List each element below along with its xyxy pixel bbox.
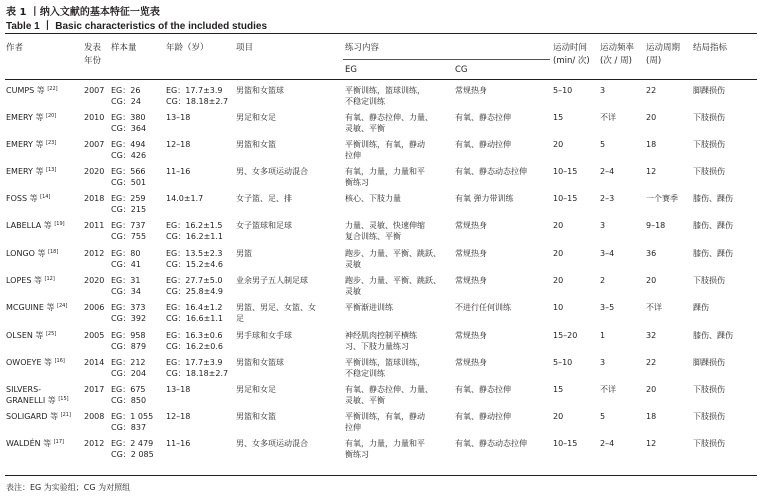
eg-line: 核心、下肢力量 bbox=[345, 194, 401, 203]
header-sport: 项目 bbox=[236, 43, 254, 53]
header-author: 作者 bbox=[6, 43, 24, 53]
header-outcome: 结局指标 bbox=[693, 43, 728, 53]
eg-line: 有氧，力量，力量和平 bbox=[345, 439, 425, 448]
header-freq-line1: 运动频率 bbox=[600, 43, 635, 53]
author-line: MCGUINE 等 [24] bbox=[6, 303, 68, 312]
outcome-cell: 膝伤、踝伤 bbox=[693, 221, 733, 230]
age-line: CG：15.2±4.6 bbox=[166, 260, 224, 269]
freq-cell: 3 bbox=[600, 221, 606, 230]
outcome-cell: 脚踝损伤 bbox=[693, 358, 725, 367]
reference-number: [20] bbox=[46, 113, 57, 119]
freq-cell: 不详 bbox=[600, 385, 616, 394]
eg-line: 习、下肢力量练习 bbox=[345, 342, 409, 351]
cg-line: 常规热身 bbox=[455, 276, 487, 285]
time-cell: 20 bbox=[553, 249, 564, 258]
top-rule bbox=[5, 33, 757, 34]
freq-cell: 3–5 bbox=[600, 303, 615, 312]
sport-line: 男足和女足 bbox=[236, 113, 276, 122]
sport-line: 男篮 bbox=[236, 249, 252, 258]
eg-line: 跑步、力量、平衡、跳跃、 bbox=[345, 276, 441, 285]
reference-number: [22] bbox=[47, 86, 58, 92]
sample-line: CG：215 bbox=[111, 205, 147, 214]
outcome-cell: 下肢损伤 bbox=[693, 167, 725, 176]
outcome-cell: 膝伤、踝伤 bbox=[693, 331, 733, 340]
outcome-cell: 膝伤、踝伤 bbox=[693, 194, 733, 203]
reference-number: [25] bbox=[45, 331, 57, 337]
sample-line: CG：837 bbox=[111, 423, 147, 432]
header-content: 练习内容 bbox=[345, 43, 380, 53]
year-cell: 2017 bbox=[84, 385, 105, 394]
time-cell: 15 bbox=[553, 385, 564, 394]
eg-line: 灵敏 bbox=[345, 287, 361, 296]
cg-line: 不进行任何训练 bbox=[455, 303, 511, 312]
header-year-line2: 年份 bbox=[84, 56, 102, 66]
age-line: EG：27.7±5.0 bbox=[166, 276, 223, 285]
cg-line: 有氧、静态拉伸 bbox=[455, 385, 511, 394]
age-line: 11–16 bbox=[166, 439, 191, 448]
eg-line: 拉伸 bbox=[345, 151, 361, 160]
author-line: EMERY 等 [20] bbox=[6, 113, 57, 122]
table-title-en: Table 1 丨 Basic characteristics of the included studies bbox=[6, 21, 268, 32]
eg-line: 有氧、静态拉伸、力量、 bbox=[345, 113, 433, 122]
period-cell: 36 bbox=[646, 249, 657, 258]
year-cell: 2012 bbox=[84, 439, 105, 448]
outcome-cell: 下肢损伤 bbox=[693, 439, 725, 448]
year-cell: 2006 bbox=[84, 303, 105, 312]
header-freq-line2: (次 / 周) bbox=[600, 56, 632, 66]
outcome-cell: 踝伤 bbox=[693, 303, 709, 312]
author-line: OWOEYE 等 [16] bbox=[6, 358, 65, 367]
period-cell: 20 bbox=[646, 385, 657, 394]
eg-line: 灵敏、平衡 bbox=[345, 396, 385, 405]
sport-line: 足 bbox=[236, 314, 244, 323]
sport-line: 男、女多项运动混合 bbox=[236, 167, 308, 176]
age-line: CG：25.8±4.9 bbox=[166, 287, 224, 296]
sample-line: CG：426 bbox=[111, 151, 147, 160]
outcome-cell: 下肢损伤 bbox=[693, 276, 725, 285]
author-line: WALDÉN 等 [17] bbox=[6, 439, 64, 448]
eg-line: 平衡渐进训练 bbox=[345, 303, 393, 312]
header-period-line2: (周) bbox=[646, 56, 662, 66]
age-line: CG：16.2±1.1 bbox=[166, 232, 224, 241]
period-cell: 12 bbox=[646, 439, 657, 448]
freq-cell: 3–4 bbox=[600, 249, 615, 258]
sport-line: 男篮和女篮 bbox=[236, 140, 276, 149]
sport-line: 男篮和女篮球 bbox=[236, 86, 284, 95]
year-cell: 2020 bbox=[84, 167, 105, 176]
age-line: 14.0±1.7 bbox=[166, 194, 204, 203]
header-eg: EG bbox=[345, 65, 357, 75]
cg-line: 常规热身 bbox=[455, 86, 487, 95]
sample-line: CG：755 bbox=[111, 232, 147, 241]
sample-line: CG：34 bbox=[111, 287, 141, 296]
sample-line: EG：380 bbox=[111, 113, 146, 122]
eg-line: 平衡训练，有氧，静动 bbox=[345, 140, 425, 149]
age-line: EG：13.5±2.3 bbox=[166, 249, 223, 258]
sample-line: EG：2 479 bbox=[111, 439, 154, 448]
sample-line: EG：212 bbox=[111, 358, 146, 367]
eg-line: 灵敏 bbox=[345, 260, 361, 269]
reference-number: [13] bbox=[46, 167, 57, 173]
sport-line: 男篮和女篮球 bbox=[236, 358, 284, 367]
reference-number: [18] bbox=[48, 249, 59, 255]
period-cell: 22 bbox=[646, 86, 657, 95]
header-age: 年龄（岁） bbox=[166, 43, 209, 53]
period-cell: 9–18 bbox=[646, 221, 666, 230]
header-time-line1: 运动时间 bbox=[553, 43, 588, 53]
time-cell: 15 bbox=[553, 113, 564, 122]
sport-line: 男篮、男足、女篮、女 bbox=[236, 303, 316, 312]
time-cell: 20 bbox=[553, 276, 564, 285]
freq-cell: 2–4 bbox=[600, 439, 615, 448]
eg-line: 有氧，力量，力量和平 bbox=[345, 167, 425, 176]
sample-line: CG：879 bbox=[111, 342, 147, 351]
freq-cell: 5 bbox=[600, 412, 606, 421]
eg-line: 复合训练、平衡 bbox=[345, 232, 401, 241]
reference-number: [15] bbox=[58, 396, 69, 402]
header-cg: CG bbox=[455, 65, 468, 75]
header-year-line1: 发表 bbox=[84, 43, 102, 53]
sample-line: CG：392 bbox=[111, 314, 147, 323]
sample-line: EG：31 bbox=[111, 276, 141, 285]
cg-line: 有氧、静动拉伸 bbox=[455, 412, 511, 421]
header-period-line1: 运动周期 bbox=[646, 43, 681, 53]
age-line: 13–18 bbox=[166, 385, 191, 394]
cg-line: 有氧、静态动态拉伸 bbox=[455, 439, 527, 448]
sample-line: EG：1 055 bbox=[111, 412, 154, 421]
age-line: CG：16.2±0.6 bbox=[166, 342, 224, 351]
eg-line: 有氧、静态拉伸、力量、 bbox=[345, 385, 433, 394]
author-line: SOLIGARD 等 [21] bbox=[6, 412, 71, 421]
eg-line: 力量、灵敏、快速伸缩 bbox=[345, 221, 425, 230]
sample-line: CG：850 bbox=[111, 396, 147, 405]
age-line: 11–16 bbox=[166, 167, 191, 176]
sample-line: EG：373 bbox=[111, 303, 146, 312]
eg-line: 平衡训练，篮球训练， bbox=[345, 358, 425, 367]
period-cell: 不详 bbox=[646, 303, 662, 312]
sample-line: CG：24 bbox=[111, 97, 141, 106]
period-cell: 20 bbox=[646, 113, 657, 122]
author-line: SILVERS- bbox=[6, 385, 42, 394]
age-line: EG：16.4±1.2 bbox=[166, 303, 223, 312]
reference-number: [19] bbox=[54, 221, 65, 227]
reference-number: [23] bbox=[46, 140, 57, 146]
age-line: CG：18.18±2.7 bbox=[166, 369, 229, 378]
freq-cell: 2–3 bbox=[600, 194, 615, 203]
sample-line: EG：494 bbox=[111, 140, 146, 149]
reference-number: [17] bbox=[53, 439, 64, 445]
sport-line: 业余男子五人制足球 bbox=[236, 276, 308, 285]
year-cell: 2014 bbox=[84, 358, 105, 367]
outcome-cell: 下肢损伤 bbox=[693, 140, 725, 149]
sample-line: CG：364 bbox=[111, 124, 147, 133]
year-cell: 2018 bbox=[84, 194, 105, 203]
year-cell: 2020 bbox=[84, 276, 105, 285]
age-line: 12–18 bbox=[166, 412, 191, 421]
time-cell: 10–15 bbox=[553, 439, 578, 448]
age-line: 13–18 bbox=[166, 113, 191, 122]
eg-line: 平衡训练，有氧，静动 bbox=[345, 412, 425, 421]
year-cell: 2007 bbox=[84, 86, 105, 95]
cg-line: 有氧、静态动态拉伸 bbox=[455, 167, 527, 176]
author-line: LABELLA 等 [19] bbox=[6, 221, 65, 230]
age-line: CG：18.18±2.7 bbox=[166, 97, 229, 106]
time-cell: 10 bbox=[553, 303, 564, 312]
freq-cell: 5 bbox=[600, 140, 606, 149]
outcome-cell: 下肢损伤 bbox=[693, 412, 725, 421]
freq-cell: 2 bbox=[600, 276, 606, 285]
author-line: GRANELLI 等 [15] bbox=[6, 396, 69, 405]
cg-line: 有氧 弹力带训练 bbox=[455, 194, 514, 203]
period-cell: 20 bbox=[646, 276, 657, 285]
sample-line: EG：26 bbox=[111, 86, 141, 95]
cg-line: 常规热身 bbox=[455, 331, 487, 340]
sample-line: CG：41 bbox=[111, 260, 141, 269]
eg-line: 不稳定训练 bbox=[345, 97, 385, 106]
outcome-cell: 下肢损伤 bbox=[693, 385, 725, 394]
year-cell: 2012 bbox=[84, 249, 105, 258]
outcome-cell: 膝伤、踝伤 bbox=[693, 249, 733, 258]
freq-cell: 3 bbox=[600, 358, 606, 367]
year-cell: 2011 bbox=[84, 221, 105, 230]
sport-line: 女子篮、足、排 bbox=[236, 194, 292, 203]
sample-line: EG：80 bbox=[111, 249, 141, 258]
age-line: EG：17.7±3.9 bbox=[166, 358, 223, 367]
header-rule bbox=[5, 79, 757, 80]
eg-line: 不稳定训练 bbox=[345, 369, 385, 378]
reference-number: [12] bbox=[44, 276, 55, 282]
cg-line: 常规热身 bbox=[455, 249, 487, 258]
cg-line: 常规热身 bbox=[455, 221, 487, 230]
period-cell: 32 bbox=[646, 331, 657, 340]
author-line: EMERY 等 [13] bbox=[6, 167, 57, 176]
eg-line: 拉伸 bbox=[345, 423, 361, 432]
author-line: FOSS 等 [14] bbox=[6, 194, 51, 203]
freq-cell: 3 bbox=[600, 86, 606, 95]
sport-line: 男、女多项运动混合 bbox=[236, 439, 308, 448]
freq-cell: 1 bbox=[600, 331, 606, 340]
period-cell: 一个赛季 bbox=[646, 194, 678, 203]
outcome-cell: 脚踝损伤 bbox=[693, 86, 725, 95]
sample-line: EG：958 bbox=[111, 331, 146, 340]
bottom-rule bbox=[5, 475, 757, 476]
author-line: CUMPS 等 [22] bbox=[6, 86, 58, 95]
cg-line: 常规热身 bbox=[455, 358, 487, 367]
period-cell: 12 bbox=[646, 167, 657, 176]
period-cell: 22 bbox=[646, 358, 657, 367]
time-cell: 15–20 bbox=[553, 331, 578, 340]
cg-line: 有氧、静动拉伸 bbox=[455, 140, 511, 149]
sport-line: 女子篮球和足球 bbox=[236, 221, 292, 230]
time-cell: 20 bbox=[553, 221, 564, 230]
age-line: EG：16.2±1.5 bbox=[166, 221, 223, 230]
author-line: EMERY 等 [23] bbox=[6, 140, 57, 149]
eg-line: 衡练习 bbox=[345, 178, 369, 187]
sample-line: CG：501 bbox=[111, 178, 147, 187]
content-subrule bbox=[343, 59, 550, 60]
sample-line: CG：2 085 bbox=[111, 450, 154, 459]
reference-number: [14] bbox=[40, 194, 51, 200]
reference-number: [16] bbox=[54, 358, 65, 364]
time-cell: 10–15 bbox=[553, 167, 578, 176]
sport-line: 男足和女足 bbox=[236, 385, 276, 394]
sample-line: EG：259 bbox=[111, 194, 146, 203]
header-time-line2: (min/ 次) bbox=[553, 56, 590, 66]
year-cell: 2005 bbox=[84, 331, 105, 340]
year-cell: 2007 bbox=[84, 140, 105, 149]
outcome-cell: 下肢损伤 bbox=[693, 113, 725, 122]
freq-cell: 不详 bbox=[600, 113, 616, 122]
time-cell: 20 bbox=[553, 140, 564, 149]
age-line: CG：16.6±1.1 bbox=[166, 314, 224, 323]
time-cell: 10–15 bbox=[553, 194, 578, 203]
time-cell: 5–10 bbox=[553, 86, 573, 95]
time-cell: 20 bbox=[553, 412, 564, 421]
period-cell: 18 bbox=[646, 412, 657, 421]
sample-line: EG：737 bbox=[111, 221, 146, 230]
header-sample: 样本量 bbox=[111, 43, 137, 53]
eg-line: 衡练习 bbox=[345, 450, 369, 459]
age-line: EG：17.7±3.9 bbox=[166, 86, 223, 95]
reference-number: [21] bbox=[60, 412, 71, 418]
age-line: 12–18 bbox=[166, 140, 191, 149]
table-footnote: 表注：EG 为实验组；CG 为对照组 bbox=[6, 483, 131, 492]
sample-line: CG：204 bbox=[111, 369, 147, 378]
sport-line: 男篮和女篮 bbox=[236, 412, 276, 421]
freq-cell: 2–4 bbox=[600, 167, 615, 176]
author-line: LONGO 等 [18] bbox=[6, 249, 59, 258]
reference-number: [24] bbox=[57, 303, 68, 309]
year-cell: 2008 bbox=[84, 412, 105, 421]
eg-line: 神经肌肉控制平横练 bbox=[345, 331, 417, 340]
eg-line: 灵敏、平衡 bbox=[345, 124, 385, 133]
time-cell: 5–10 bbox=[553, 358, 573, 367]
author-line: LOPES 等 [12] bbox=[6, 276, 55, 285]
eg-line: 平衡训练，篮球训练， bbox=[345, 86, 425, 95]
age-line: EG：16.3±0.6 bbox=[166, 331, 223, 340]
author-line: OLSEN 等 [25] bbox=[6, 331, 57, 340]
year-cell: 2010 bbox=[84, 113, 105, 122]
sample-line: EG：566 bbox=[111, 167, 146, 176]
period-cell: 18 bbox=[646, 140, 657, 149]
table-title-cn: 表 1 丨纳入文献的基本特征一览表 bbox=[6, 7, 160, 18]
sport-line: 男手球和女手球 bbox=[236, 331, 292, 340]
eg-line: 跑步、力量、平衡、跳跃、 bbox=[345, 249, 441, 258]
sample-line: EG：675 bbox=[111, 385, 146, 394]
cg-line: 有氧、静态拉伸 bbox=[455, 113, 511, 122]
